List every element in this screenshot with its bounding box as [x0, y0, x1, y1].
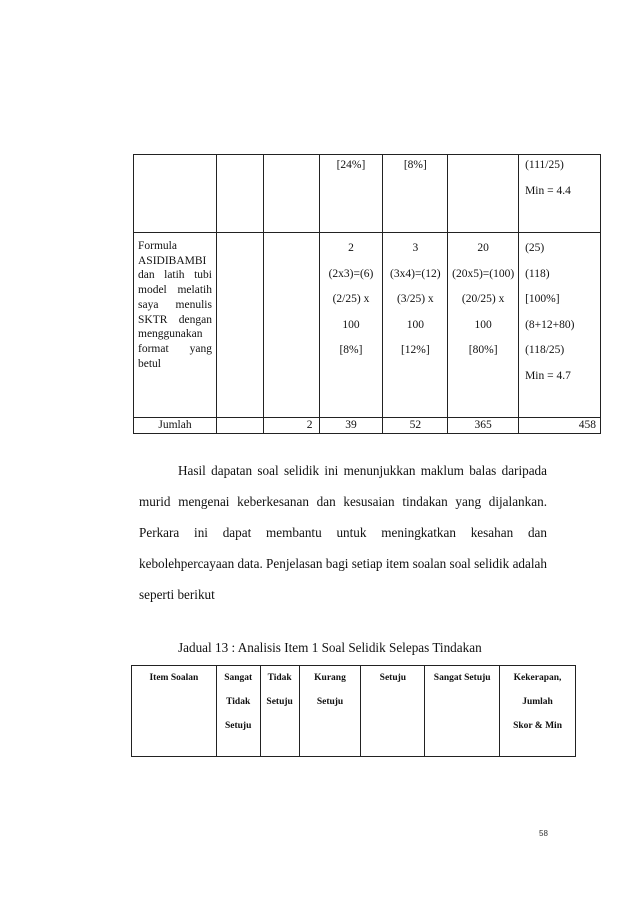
paragraph-line — [139, 587, 547, 603]
table-cell: 2 — [263, 418, 319, 434]
label-line: SKTR dengan — [138, 313, 212, 326]
header-sangat-setuju — [425, 666, 500, 757]
header-text: Tidak — [226, 697, 251, 707]
cell-line: (118) — [525, 267, 550, 280]
table-cell — [216, 233, 263, 418]
header-kekerapan — [500, 666, 576, 757]
cell-line: (20/25) x — [461, 293, 505, 305]
table-cell: 458 — [519, 418, 601, 434]
header-kurang-setuju — [299, 666, 361, 757]
results-table — [133, 154, 601, 434]
header-text: Setuju — [316, 697, 344, 707]
table-cell — [319, 233, 383, 418]
table-cell — [263, 155, 319, 233]
label-line: menggunakan — [138, 328, 203, 341]
header-text: Setuju — [224, 721, 252, 731]
header-text: Sangat — [224, 673, 253, 683]
table-cell: 52 — [383, 418, 448, 434]
table-row — [134, 155, 601, 233]
cell-line: 20 — [477, 242, 489, 254]
total-row — [134, 418, 601, 434]
header-text: Item Soalan — [149, 673, 199, 683]
table-cell — [134, 155, 217, 233]
cell-line: (118/25) — [525, 344, 565, 356]
header-text: Tidak — [267, 673, 292, 683]
table-cell — [383, 233, 448, 418]
analysis-table — [131, 665, 576, 757]
table-cell — [216, 418, 263, 434]
cell-value: [8%] — [403, 159, 427, 171]
table-header-row — [132, 666, 576, 757]
table-cell — [383, 155, 448, 233]
table-cell — [519, 233, 601, 418]
table-cell — [519, 155, 601, 233]
label-line: betul — [138, 357, 161, 370]
paragraph-line — [139, 494, 547, 510]
label-line: model melatih — [138, 284, 212, 297]
cell-line: 3 — [412, 242, 419, 254]
table-cell: 365 — [448, 418, 519, 434]
table-cell: 39 — [319, 418, 383, 434]
cell-line: (25) — [525, 242, 545, 254]
item-label-cell — [134, 233, 217, 418]
cell-line: [100%] — [525, 293, 560, 305]
label-line: Formula — [138, 240, 177, 252]
table-cell — [448, 155, 519, 233]
paragraph-text: seperti berikut — [139, 587, 215, 602]
cell-line: 100 — [474, 318, 492, 331]
table-cell — [448, 233, 519, 418]
label-line: saya menulis — [138, 298, 212, 311]
table-caption: Jadual 13 : Analisis Item 1 Soal Selidik Selepas Tindakan — [178, 640, 482, 655]
table-cell — [263, 233, 319, 418]
cell-line: (2/25) x — [332, 293, 370, 305]
label-line: ASIDIBAMBI — [138, 254, 207, 267]
table-row — [134, 233, 601, 418]
cell-line: 100 — [406, 318, 424, 331]
table-cell — [319, 155, 383, 233]
cell-line: [80%] — [468, 344, 498, 356]
table-cell — [216, 155, 263, 233]
cell-line: [8%] — [339, 344, 363, 356]
header-text: Sangat Setuju — [433, 673, 491, 683]
paragraph-text: kebolehpercayaan data. Penjelasan bagi setiap item soalan soal selidik adalah — [139, 556, 547, 571]
header-setuju — [361, 666, 425, 757]
label-line: format yang — [138, 342, 212, 355]
cell-line: (2x3)=(6) — [328, 267, 374, 280]
total-label: Jumlah — [134, 418, 217, 434]
header-text: Setuju — [379, 673, 407, 683]
header-text: Skor & Min — [513, 721, 562, 731]
header-text: Kurang — [314, 673, 346, 683]
label-line: dan latih tubi — [138, 269, 212, 282]
cell-line: (20x5)=(100) — [452, 267, 515, 280]
cell-value: [24%] — [336, 159, 366, 171]
paragraph-line — [178, 463, 547, 479]
paragraph-line — [139, 525, 547, 541]
paragraph-text: Perkara ini dapat membantu untuk meningkatkan kesahan dan — [139, 525, 547, 540]
header-text: Setuju — [266, 697, 293, 707]
header-item-soalan — [132, 666, 217, 757]
cell-line: (3/25) x — [396, 293, 434, 305]
header-tidak-setuju — [260, 666, 299, 757]
paragraph-line — [139, 556, 547, 572]
header-text: Kekerapan, — [513, 673, 562, 683]
cell-line: 100 — [342, 318, 360, 331]
paragraph-text: Hasil dapatan soal selidik ini menunjukkan maklum balas daripada — [178, 463, 547, 478]
cell-line: Min = 4.4 — [525, 184, 571, 197]
cell-line: (111/25) — [525, 159, 564, 171]
cell-line: 2 — [348, 242, 354, 254]
cell-line: Min = 4.7 — [525, 369, 571, 382]
cell-line: (8+12+80) — [525, 318, 575, 331]
cell-line: [12%] — [400, 344, 430, 356]
cell-line: (3x4)=(12) — [390, 267, 441, 280]
paragraph-text: murid mengenai keberkesanan dan kesusaian tindakan yang dijalankan. — [139, 494, 547, 509]
header-sangat-tidak-setuju — [216, 666, 260, 757]
page-number: 58 — [539, 829, 548, 838]
header-text: Jumlah — [522, 697, 553, 707]
